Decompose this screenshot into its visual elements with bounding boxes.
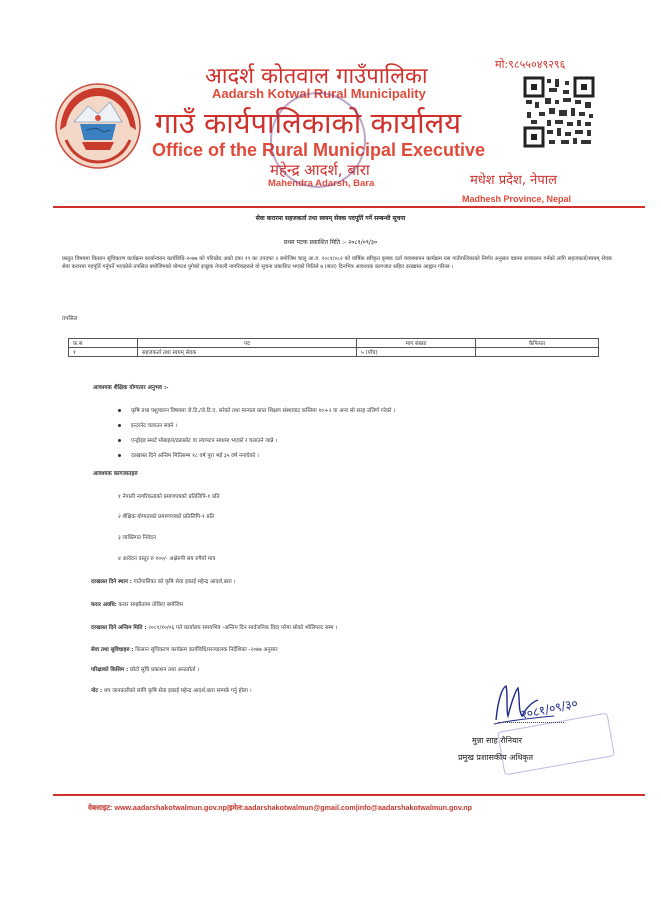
bullet-icon	[118, 439, 121, 442]
address-en: Mahendra Adarsh, Bara	[268, 178, 375, 189]
office-name-en: Office of the Rural Municipal Executive	[152, 140, 486, 160]
tapsil-label: तपसिल	[62, 316, 78, 322]
notice-title: सेवा करारमा सहजकर्ता तथा स्वयम् सेवक पदपूर्ति गर्ने सम्बन्धी सूचना	[255, 215, 406, 222]
bullet-icon	[118, 424, 121, 427]
address-np: महेन्द्र आदर्श, बारा	[270, 161, 370, 179]
document-item: २ शैक्षिक योग्यताको प्रमाणपत्रको प्रतिलिपि-१ प्रति	[118, 514, 215, 520]
qr-code	[523, 76, 595, 148]
table-cell	[476, 348, 599, 357]
positions-table	[68, 338, 599, 357]
table-header-cell: कैफियत	[476, 339, 599, 348]
publish-date: प्रथम पटक प्रकाशित मिति :- २०८१/०९/३०	[283, 239, 378, 246]
info-line: दरखास्त दिने स्थान : गाउँपालिका को कृषि सेवा इकाई महेन्द्र आदर्श,बारा ।	[91, 579, 236, 585]
info-line: नोट : थप जानकारीको लागि कृषि सेवा इकाई महेन्द्र आदर्श,बारा सम्पर्क गर्नु होला ।	[91, 688, 252, 694]
footer-divider	[53, 794, 645, 796]
qualification-item: एन्ड्रोइड स्मार्ट मोबाइल/ट्याब्लेट वा ल्यापटप साथमा भएको र चलाउने जान्ने ।	[118, 436, 277, 444]
qualification-item: दरखास्त दिने अन्तिम मितिसम्म १८ वर्ष पुरा भई ३५ वर्ष ननाघेको ।	[118, 451, 259, 459]
qualification-item: इन्टरनेट चलाउन सक्ने ।	[118, 421, 177, 429]
phone-number: मो:९८५५०४९२९६	[495, 58, 566, 71]
qualification-item: कृषि तथा पशुपालन विषयमा जे.टि./जे.टि.ए. सरेको तथा मान्यता प्राप्त शिक्षण संस्थावाट कम्तिमा १०+२ वा अन्य सो सरह उत्तिर्ण गरेको ।	[118, 406, 395, 414]
table-cell: १	[69, 348, 138, 357]
municipality-name-en: Aadarsh Kotwal Rural Municipality	[212, 86, 426, 101]
office-name-np: गाउँ कार्यपालिकाको कार्यालय	[155, 106, 462, 140]
table-header-cell: पद	[138, 339, 357, 348]
municipality-name-np: आदर्श कोतवाल गाउँपालिका	[205, 64, 428, 89]
municipality-emblem	[52, 80, 144, 172]
qualification-heading: आवश्यक शैक्षिक योग्यतार अनुभव :-	[93, 385, 169, 391]
table-header-cell: क.स	[69, 339, 138, 348]
table-header-row	[69, 339, 599, 348]
table-row	[69, 348, 599, 357]
notice-paragraph: प्रस्तुत विषयमा किसान सूचिकरण कार्यक्रम कार्यान्वयन कार्यविधि-२०७७ को परिच्छेद अको दफा १९ का उपदफा २ बमोजिम चालु आ.व. २०८१/०८२ को वार्षिक स्वीकृत कृषक दर्ता व्यवस्थापन कार्यक्रम यस गाउँपालिकाको निर्णय अनुसार वडामा सञ्चालन गर्नको लागि सहजकर्ता/स्वयम् सेवक सेवा करारमा पदपूर्ति गर्नुपर्ने भएकोले तपसिल बमोजिमको योग्यता पुगेको इच्छुक नेपाली नागरिकहरुले यो सूचना प्रकाशित भएको मितिले ७ (सात) दिनभित्र आवश्यक कागजात सहित दरखास्त आह्वान गरिन्छ ।	[62, 256, 612, 271]
bullet-icon	[118, 454, 121, 457]
info-line: सेवा तथा सुविधाहरु : किसान सूचिकरण कार्यक्रम कार्यविधि/सञ्चालक निर्देशिका -२०७७ अनुसार	[91, 647, 278, 653]
table-header-cell: माग संख्या	[357, 339, 476, 348]
header-divider	[53, 206, 645, 208]
signature-date: २०८१/०९/३०	[519, 696, 579, 722]
table-cell: सहजकर्ता तथा स्वयम् सेवक	[138, 348, 357, 357]
officer-title: प्रमुख प्रशासकीय अधिकृत	[458, 753, 534, 762]
province-np: मधेश प्रदेश, नेपाल	[470, 173, 557, 188]
bullet-icon	[118, 409, 121, 412]
officer-name: मुन्ना साह रौनियार	[472, 736, 523, 745]
document-item: ४ आवेदन दस्तुर रु १००/- अक्षेरुपी सय रुपैयाँ मात्र	[118, 556, 216, 562]
table-cell: ५ (पाँच)	[357, 348, 476, 357]
office-stamp	[270, 92, 366, 188]
info-line: परिक्षाको किसिम : छोटो सुचि प्रकाशन तथा अन्तर्वार्ता ।	[91, 667, 200, 673]
document-item: ३ व्यक्तिगत निवेदन	[118, 535, 156, 541]
province-en: Madhesh Province, Nepal	[462, 194, 572, 204]
footer-contact: वेबसाइट: www.aadarshakotwalmun.gov.np|इमेल:aadarshakotwalmun@gmail.com|info@aadarshakotwalmun.gov.np	[88, 803, 473, 812]
info-line: दरखास्त दिने अन्तिम मिति : २०८१/१०/०६ गते कार्यालय समयभित्र -अन्तिम दिन सार्वजनिक विदा परेमा सोको भोलिपल्ट सम्म ।	[91, 625, 338, 631]
documents-heading: आवश्यक कागजातहरु	[93, 471, 138, 477]
document-item: १ नेपाली नागरिकताको प्रमाणपत्रको प्रतिलिपि-१ प्रति	[118, 494, 220, 500]
info-line: करार अवधि: करार सम्झौतामा तोकिए बमोजिम	[91, 602, 184, 608]
